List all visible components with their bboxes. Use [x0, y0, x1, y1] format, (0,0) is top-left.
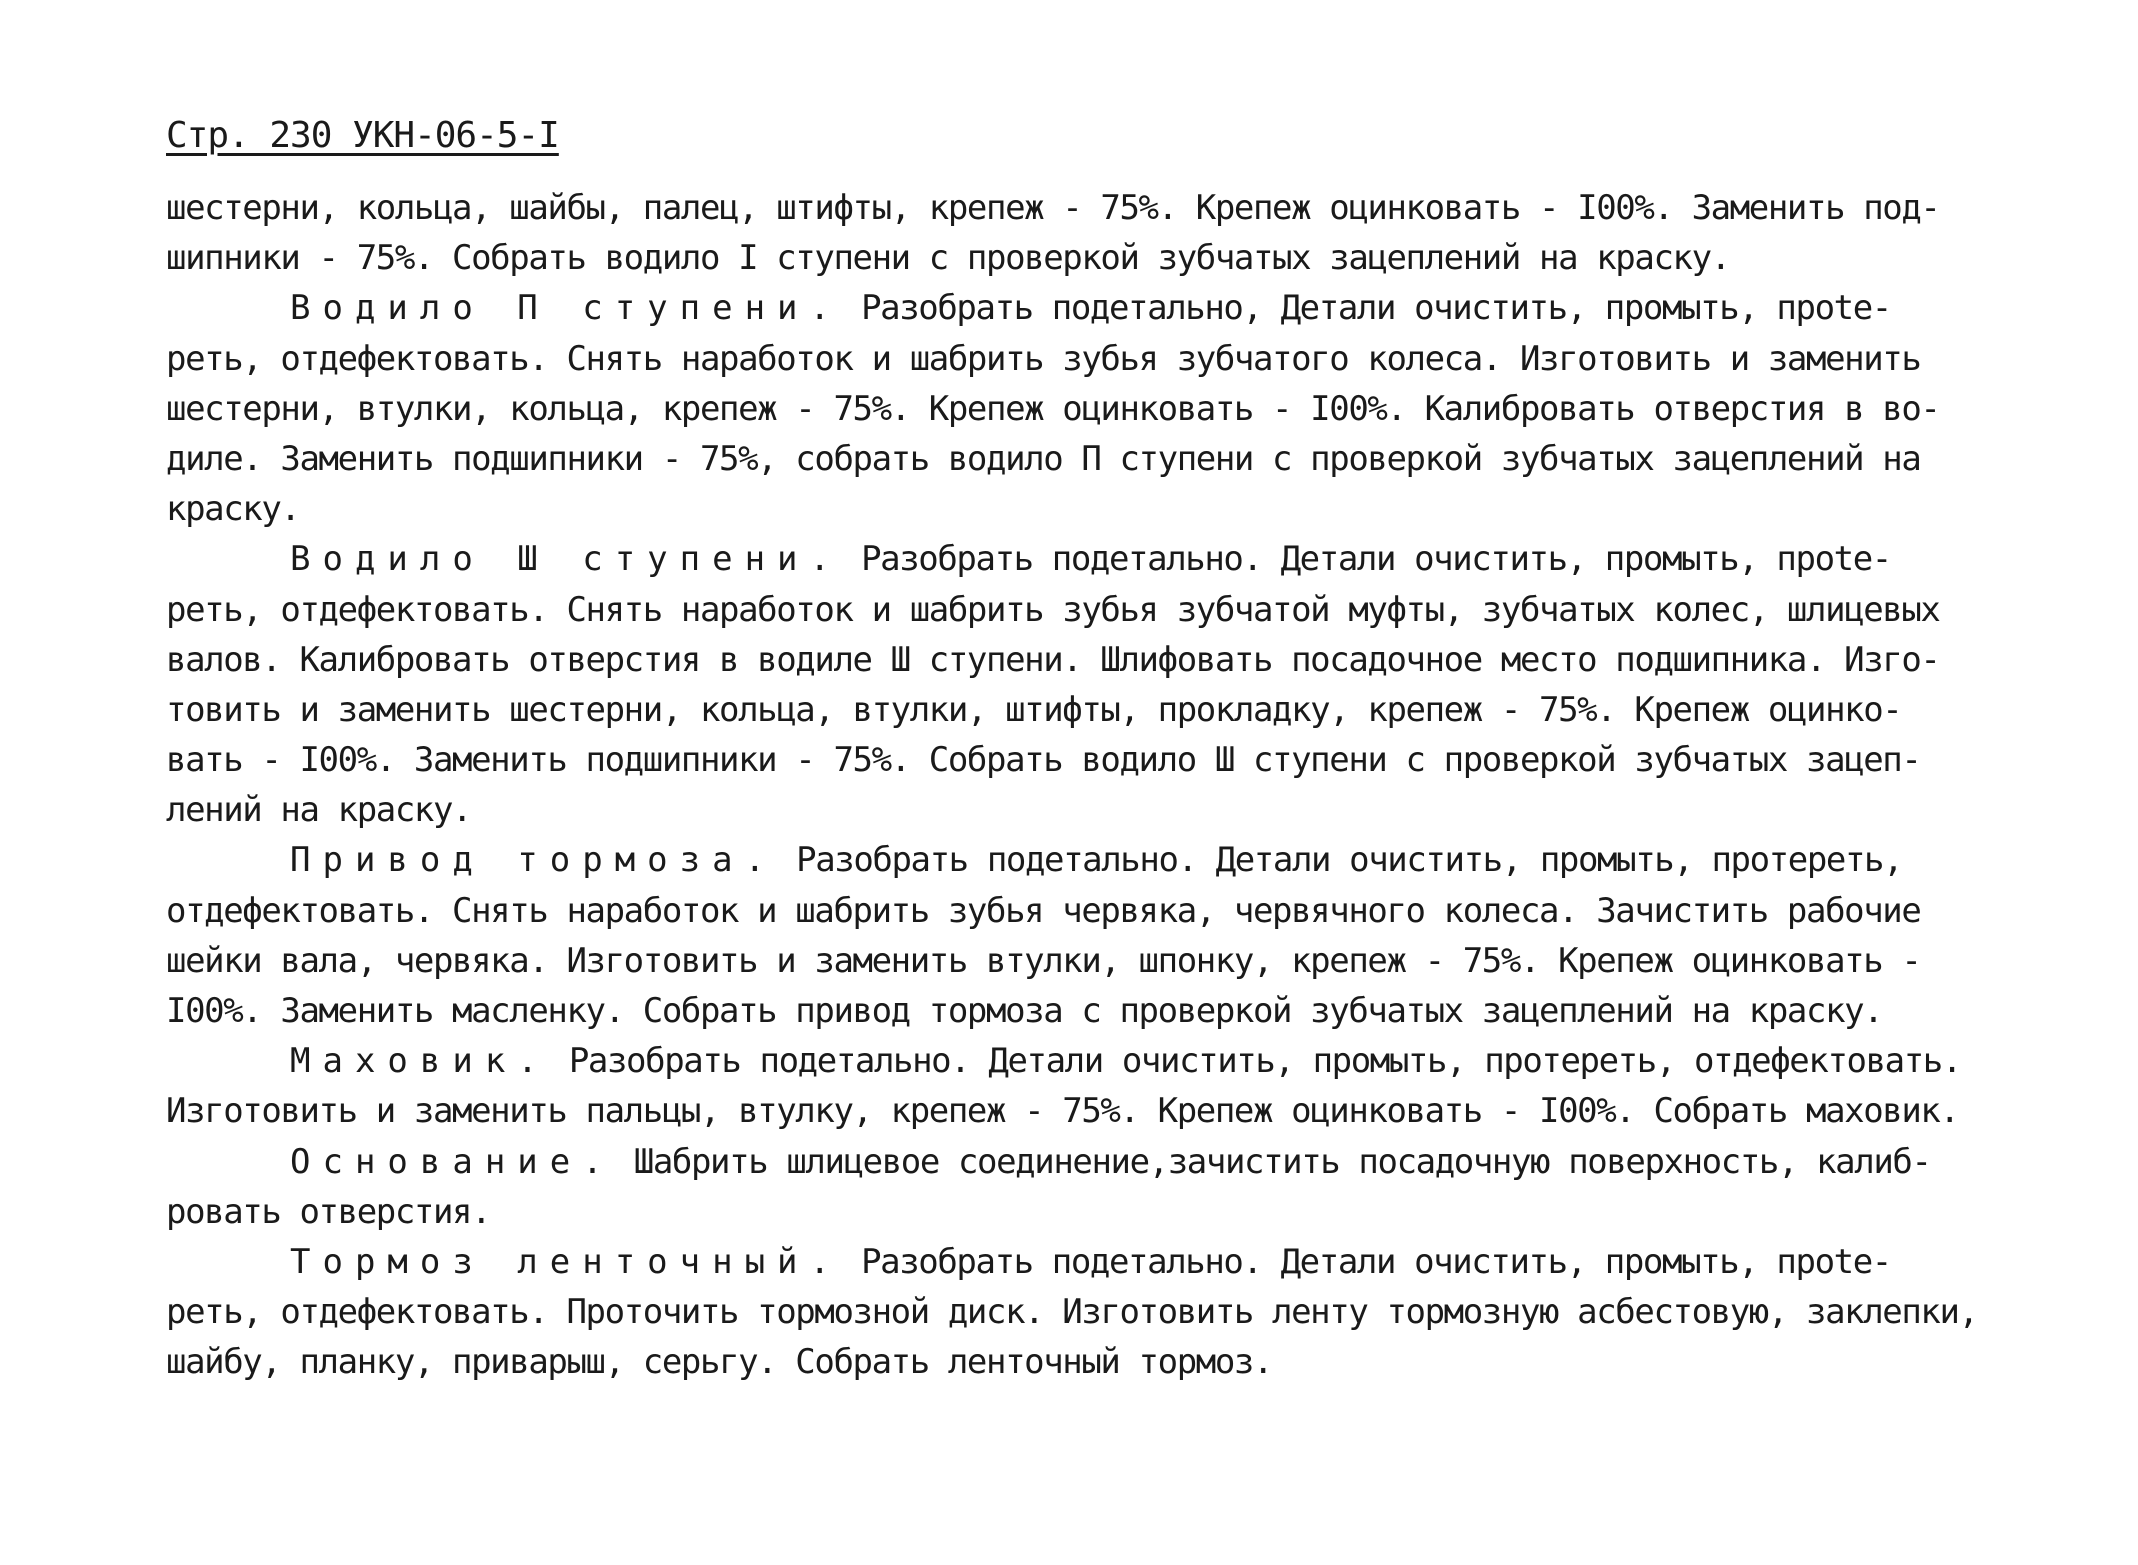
text-line: реть, отдефектовать. Проточить тормозной диск. Изготовить ленту тормозную асбестовую, заклепки,: [166, 1292, 1978, 1333]
text-line: диле. Заменить подшипники - 75%, собрать водило П ступени с проверкой зубчатых зацеплений на: [166, 438, 1921, 479]
text-line: [166, 283, 2106, 333]
text-line: лений на краску.: [166, 790, 472, 831]
page-header: Стр. 230 УКН-06-5-I: [166, 115, 559, 156]
text-line-content: Разобрать подетально. Детали очистить, промыть, прote-: [861, 539, 1891, 580]
text-line-content: Разобрать подетально, Детали очистить, промыть, прote-: [861, 288, 1891, 329]
text-line: [166, 1036, 2106, 1086]
text-line: I00%. Заменить масленку. Собрать привод тормоза с проверкой зубчатых зацеплений на краску.: [166, 991, 1883, 1031]
text-line: шайбу, планку, приварыш, серьгу. Собрать ленточный тормоз.: [166, 1342, 1273, 1383]
text-line: отдефектовать. Снять наработок и шабрить зубья червяка, червячного колеса. Зачистить рабочие: [166, 890, 1921, 931]
section-heading: Водило П ступени.: [290, 288, 842, 329]
section-heading: Тормоз ленточный.: [290, 1241, 842, 1282]
section-heading: Привод тормоза.: [290, 840, 778, 881]
text-line: ровать отверстия.: [166, 1191, 491, 1232]
text-line: [166, 534, 2106, 584]
text-line: вать - I00%. Заменить подшипники - 75%. Собрать водило Ш ступени с проверкой зубчатых зацеп-: [166, 740, 1921, 781]
text-line: [166, 1237, 2106, 1287]
text-line-content: Шабрить шлицевое соединение,зачистить посадочную поверхность, калиб-: [633, 1141, 1931, 1182]
text-line: шейки вала, червяка. Изготовить и заменить втулки, шпонку, крепеж - 75%. Крепеж оцинковать -: [166, 940, 1921, 981]
text-line: шестерни, кольца, шайбы, палец, штифты, крепеж - 75%. Крепеж оцинковать - I00%. Заменить под-: [166, 188, 1940, 228]
text-line: шипники - 75%. Собрать водило I ступени с проверкой зубчатых зацеплений на краску.: [166, 238, 1730, 279]
text-line: реть, отдефектовать. Снять наработок и шабрить зубья зубчатой муфты, зубчатых колес, шлицевых: [166, 589, 1940, 630]
section-heading: Водило Ш ступени.: [290, 539, 842, 580]
body-text: [166, 183, 2106, 1388]
text-line-content: Разобрать подетально. Детали очистить, промыть, протереть, отдефектовать.: [568, 1041, 1961, 1082]
section-heading: Маховик.: [290, 1041, 550, 1082]
section-heading: Основание.: [290, 1141, 615, 1182]
text-line: валов. Калибровать отверстия в водиле Ш ступени. Шлифовать посадочное место подшипника. Изго-: [166, 639, 1940, 680]
text-line: краску.: [166, 489, 300, 530]
text-line: [166, 1137, 2106, 1187]
text-line-content: Разобрать подетально. Детали очистить, промыть, прote-: [861, 1241, 1891, 1282]
text-line: Изготовить и заменить пальцы, втулку, крепеж - 75%. Крепеж оцинковать - I00%. Собрать маховик.: [166, 1091, 1959, 1132]
text-line: шестерни, втулки, кольца, крепеж - 75%. Крепеж оцинковать - I00%. Калибровать отверстия в во-: [166, 388, 1940, 429]
text-line-content: Разобрать подетально. Детали очистить, промыть, протереть,: [796, 840, 1903, 881]
text-line: [166, 835, 2106, 885]
text-line: реть, отдефектовать. Снять наработок и шабрить зубья зубчатого колеса. Изготовить и заменить: [166, 338, 1921, 379]
text-line: товить и заменить шестерни, кольца, втулки, штифты, прокладку, крепеж - 75%. Крепеж оцинко-: [166, 689, 1902, 730]
